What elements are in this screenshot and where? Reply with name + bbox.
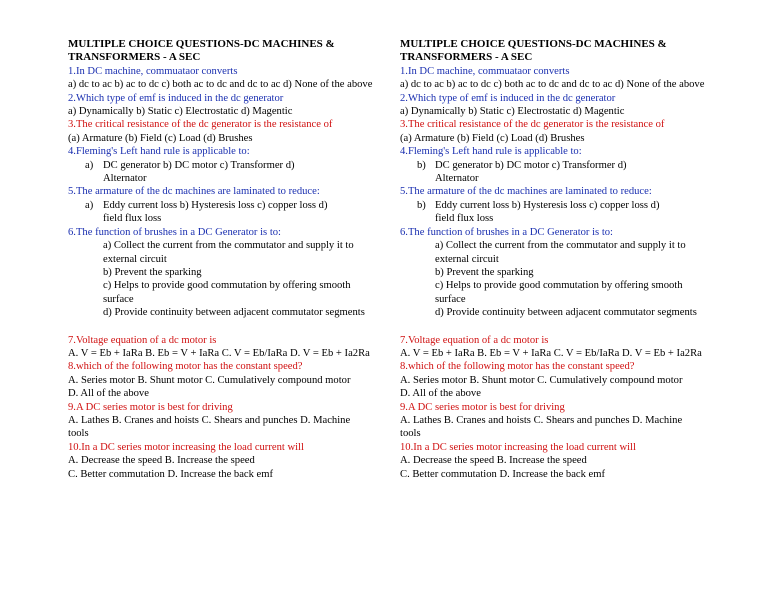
question-4: 4.Fleming's Left hand rule is applicable to: <box>400 146 582 158</box>
question-10: 10.In a DC series motor increasing the load current will <box>400 441 636 453</box>
answer-10-line1: A. Decrease the speed B. Increase the speed <box>400 455 587 467</box>
answer-6-option-d: d) Provide continuity between adjacent commutator segments <box>103 307 365 319</box>
answer-8-line1: A. Series motor B. Shunt motor C. Cumulatively compound motor <box>68 374 351 386</box>
answer-5-line1: Eddy current loss b) Hysteresis loss c) copper loss d) <box>103 199 328 211</box>
answer-6-option-a: a) Collect the current from the commutator and supply it to external circuit <box>435 240 686 265</box>
answer-6-option-b: b) Prevent the sparking <box>103 266 202 278</box>
answer-5 <box>400 199 705 226</box>
answer-1: a) dc to ac b) ac to dc c) both ac to dc and dc to ac d) None of the above <box>400 79 705 91</box>
question-2: 2.Which type of emf is induced in the dc generator <box>400 92 616 104</box>
answer-4-line2: Alternator <box>103 173 147 185</box>
question-3: 3.The critical resistance of the dc generator is the resistance of <box>68 119 333 131</box>
answer-2: a) Dynamically b) Static c) Electrostatic d) Magentic <box>68 106 293 118</box>
right-column <box>400 38 705 481</box>
question-3: 3.The critical resistance of the dc generator is the resistance of <box>400 119 665 131</box>
question-10: 10.In a DC series motor increasing the load current will <box>68 441 304 453</box>
answer-10-line2: C. Better commutation D. Increase the back emf <box>400 468 606 480</box>
answer-8-line1: A. Series motor B. Shunt motor C. Cumulatively compound motor <box>400 374 683 386</box>
question-6: 6.The function of brushes in a DC Generator is to: <box>400 226 614 238</box>
answer-9: A. Lathes B. Cranes and hoists C. Shears and punches D. Machine tools <box>68 414 351 440</box>
answer-6-option-a: a) Collect the current from the commutator and supply it to external circuit <box>103 240 354 265</box>
question-1: 1.In DC machine, commuataor converts <box>68 65 238 77</box>
answer-7: A. V = Eb + IaRa B. Eb = V + IaRa C. V = Eb/IaRa D. V = Eb + Ia2Ra <box>400 347 702 359</box>
answer-10-line2: C. Better commutation D. Increase the back emf <box>68 468 274 480</box>
answer-7: A. V = Eb + IaRa B. Eb = V + IaRa C. V = Eb/IaRa D. V = Eb + Ia2Ra <box>68 347 370 359</box>
answer-4-marker: b) <box>417 159 426 171</box>
question-8: 8.which of the following motor has the constant speed? <box>68 361 303 373</box>
answer-5-marker: a) <box>85 199 94 211</box>
answer-4 <box>400 159 705 186</box>
answer-9: A. Lathes B. Cranes and hoists C. Shears and punches D. Machine tools <box>400 414 683 440</box>
question-7: 7.Voltage equation of a dc motor is <box>400 334 549 346</box>
answer-2: a) Dynamically b) Static c) Electrostatic d) Magentic <box>400 106 625 118</box>
answer-5-line2: field flux loss <box>435 213 494 225</box>
question-5: 5.The armature of the dc machines are laminated to reduce: <box>400 186 652 198</box>
answer-5-line1: Eddy current loss b) Hysteresis loss c) copper loss d) <box>435 199 660 211</box>
answer-4-line2: Alternator <box>435 173 479 185</box>
spacer <box>68 320 373 334</box>
question-8: 8.which of the following motor has the constant speed? <box>400 361 635 373</box>
answer-6-option-d: d) Provide continuity between adjacent commutator segments <box>435 307 697 319</box>
answer-5-marker: b) <box>417 199 426 211</box>
answer-6-option-c: c) Helps to provide good commutation by offering smooth surface <box>103 280 351 305</box>
question-4: 4.Fleming's Left hand rule is applicable to: <box>68 146 250 158</box>
answer-3: (a) Armature (b) Field (c) Load (d) Brushes <box>400 132 585 144</box>
answer-5-line2: field flux loss <box>103 213 162 225</box>
answer-4-line1: DC generator b) DC motor c) Transformer d) <box>103 159 295 171</box>
question-2: 2.Which type of emf is induced in the dc generator <box>68 92 284 104</box>
question-1: 1.In DC machine, commuataor converts <box>400 65 570 77</box>
question-7: 7.Voltage equation of a dc motor is <box>68 334 217 346</box>
answer-8-line2: D. All of the above <box>68 388 149 400</box>
answer-10-line1: A. Decrease the speed B. Increase the speed <box>68 455 255 467</box>
answer-6-option-b: b) Prevent the sparking <box>435 266 534 278</box>
answer-3: (a) Armature (b) Field (c) Load (d) Brushes <box>68 132 253 144</box>
question-6: 6.The function of brushes in a DC Generator is to: <box>68 226 282 238</box>
spacer <box>400 320 705 334</box>
answer-4 <box>68 159 373 186</box>
question-5: 5.The armature of the dc machines are laminated to reduce: <box>68 186 320 198</box>
question-9: 9.A DC series motor is best for driving <box>68 401 233 413</box>
left-column <box>68 38 373 481</box>
answer-6-option-c: c) Helps to provide good commutation by offering smooth surface <box>435 280 683 305</box>
answer-4-marker: a) <box>85 159 94 171</box>
question-9: 9.A DC series motor is best for driving <box>400 401 565 413</box>
page-title: MULTIPLE CHOICE QUESTIONS-DC MACHINES & TRANSFORMERS - A SEC <box>68 38 335 64</box>
answer-8-line2: D. All of the above <box>400 388 481 400</box>
answer-1: a) dc to ac b) ac to dc c) both ac to dc and dc to ac d) None of the above <box>68 79 373 91</box>
answer-5 <box>68 199 373 226</box>
page-title: MULTIPLE CHOICE QUESTIONS-DC MACHINES & TRANSFORMERS - A SEC <box>400 38 667 64</box>
answer-4-line1: DC generator b) DC motor c) Transformer d) <box>435 159 627 171</box>
